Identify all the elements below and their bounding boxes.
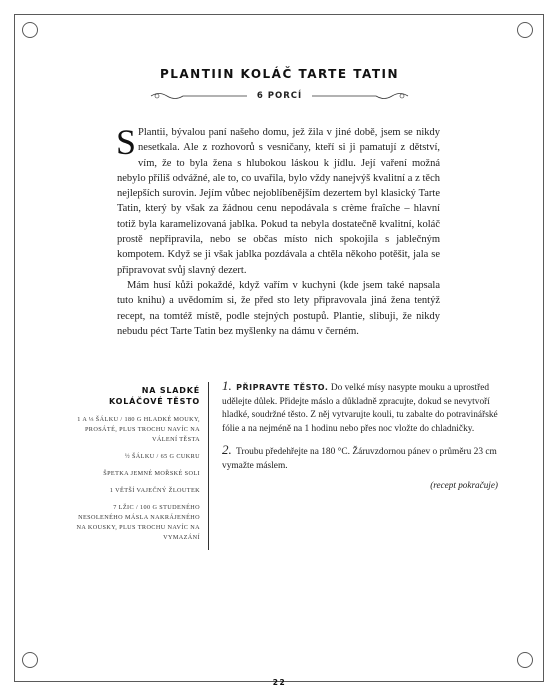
ingredient-item: 1 VĚTŠÍ VAJEČNÝ ŽLOUTEK	[109, 487, 200, 494]
drop-cap: S	[116, 122, 137, 162]
step-text: Troubu předehřejte na 180 °C. Žáruvzdornou pánev o průměru 23 cm vymažte máslem.	[222, 446, 497, 471]
ingredients-heading-line-2: KOLÁČOVÉ TĚSTO	[109, 397, 200, 406]
servings-label: 6 PORCÍ	[256, 90, 303, 101]
recipe-title: PLANTIIN KOLÁČ TARTE TATIN	[159, 67, 400, 81]
method-steps	[222, 379, 498, 493]
step-2	[222, 443, 498, 473]
corner-ornament	[22, 22, 38, 38]
corner-ornament	[517, 22, 533, 38]
column-divider	[208, 382, 209, 550]
step-1	[222, 379, 498, 437]
ingredient-item: 1 A ⅓ ŠÁLKU / 180 G HLADKÉ MOUKY, PROSÁTÉ, PLUS TROCHU NAVÍC NA VÁLENÍ TĚSTA	[77, 416, 200, 443]
step-number: 1.	[222, 378, 232, 393]
intro-text	[116, 122, 440, 339]
ingredients-list	[70, 415, 200, 550]
page-border	[14, 14, 544, 682]
ingredients-heading	[100, 385, 200, 407]
intro-paragraph-2: Mám husí kůži pokaždé, když vařím v kuchyni (kde jsem také napsala tuto knihu) a uvědomím si, že před sto lety připravovala jiná žena tentýž recept, na tomtéž místě, podle stejných postupů. Plantie, slibuji, že nikdy nebudu péct Tarte Tatin bez myšlenky na dámu v černém.	[117, 279, 440, 337]
step-title: PŘIPRAVTE TĚSTO.	[236, 383, 329, 392]
continued-note: (recept pokračuje)	[430, 480, 498, 491]
intro-paragraph-1	[116, 122, 440, 278]
servings-row	[0, 90, 559, 101]
page-number: 22	[272, 678, 287, 687]
corner-ornament	[22, 652, 38, 668]
step-text: Do velké mísy nasypte mouku a uprostřed udělejte důlek. Přidejte máslo a důkladně zpracujte, dokud se nevytvoří hladké, soudržné těsto. Z něj vytvarujte kouli, tu zabalte do potravinářské fólie a na nejméně na 1 hodinu nebo přes noc vložte do chladničky.	[222, 383, 498, 435]
flourish-right-icon	[310, 91, 410, 101]
ingredient-item: ½ ŠÁLKU / 65 G CUKRU	[124, 453, 200, 460]
corner-ornament	[517, 652, 533, 668]
ingredient-item: 7 LŽIC / 100 G STUDENÉHO NESOLENÉHO MÁSLA NAKRÁJENÉHO NA KOUSKY, PLUS TROCHU NAVÍC NA VYMAZÁNÍ	[76, 504, 200, 541]
ingredients-heading-line-1: NA SLADKÉ	[141, 386, 200, 395]
step-number: 2.	[222, 441, 232, 457]
ingredient-item: ŠPETKA JEMNÉ MOŘSKÉ SOLI	[103, 470, 200, 477]
flourish-left-icon	[149, 91, 249, 101]
intro-paragraph-1-text: Plantii, bývalou paní našeho domu, jež žila v jiné době, jsem se nikdy nesetkala. Ale z rozhovorů s vesničany, kteří si ji pamatují z dětství, vím, že to byla žena s hlubokou láskou k jídlu. Její vaření možná nebylo příliš odvážné, ale to, co uvařila, bylo vždy nanejvýš kvalitní a z těch nejlepších surovin. Jejím vůbec nejoblíbenějším dezertem byl klasický Tarte Tatin, který by však za žádnou cenu nepodávala s crème fraîche – hlavní totiž byla karamelizovaná jablka. Pokud ta nebyla dostatečně kvalitní, koláč prostě nepřipravila, nebo se občas místo nich spokojila s jablečným kompotem. Když se ji však jablka pozdávala a chtěla někoho potěšit, jala se připravovat svůj slavný dezert.	[117, 127, 440, 276]
